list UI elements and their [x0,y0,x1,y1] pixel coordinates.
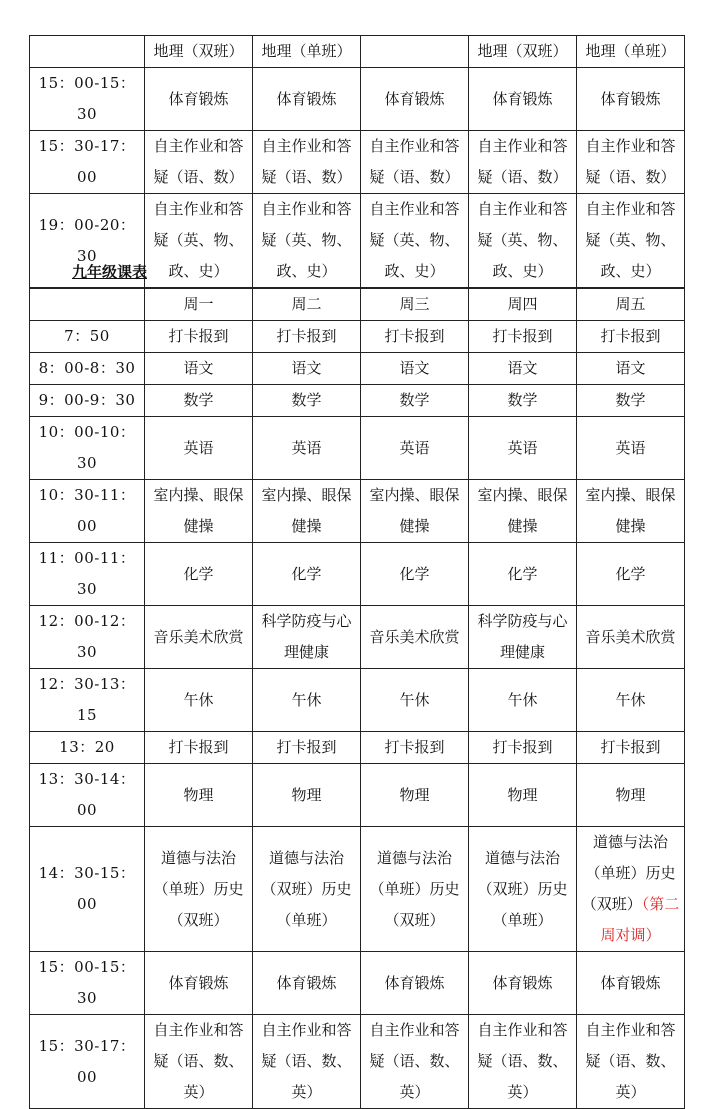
schedule-cell: 自主作业和答疑（语、数、英） [469,1015,577,1109]
schedule-cell: 道德与法治（双班）历史（单班） [469,827,577,952]
schedule-cell: 科学防疫与心理健康 [469,606,577,669]
schedule-cell: 自主作业和答疑（英、物、政、史） [253,194,361,288]
schedule-cell: 室内操、眼保健操 [469,480,577,543]
schedule-cell: 自主作业和答疑（语、数） [469,131,577,194]
schedule-cell: 自主作业和答疑（语、数） [253,131,361,194]
time-cell: 15：00-15：30 [30,68,145,131]
schedule-cell: 科学防疫与心理健康 [253,606,361,669]
table-row [30,68,685,131]
schedule-cell: 英语 [577,417,685,480]
schedule-cell: 英语 [469,417,577,480]
schedule-cell: 化学 [361,543,469,606]
table-row [30,385,685,417]
schedule-cell: 化学 [253,543,361,606]
schedule-cell: 英语 [253,417,361,480]
schedule-cell: 打卡报到 [469,321,577,353]
schedule-cell: 室内操、眼保健操 [145,480,253,543]
schedule-cell: 道德与法治（双班）历史（单班） [253,827,361,952]
schedule-cell: 英语 [145,417,253,480]
schedule-cell: 体育锻炼 [577,68,685,131]
day-header: 周五 [577,289,685,321]
time-cell [30,36,145,68]
schedule-cell: 数学 [253,385,361,417]
table-row [30,36,685,68]
time-cell: 11：00-11：30 [30,543,145,606]
header-corner [30,289,145,321]
schedule-cell: 自主作业和答疑（英、物、政、史） [145,194,253,288]
schedule-cell: 化学 [145,543,253,606]
schedule-cell: 打卡报到 [253,732,361,764]
day-header: 周一 [145,289,253,321]
schedule-cell: 物理 [577,764,685,827]
schedule-cell: 打卡报到 [577,321,685,353]
schedule-cell: 语文 [253,353,361,385]
swap-note: （第二周对调） [600,895,680,944]
time-cell: 19：00-20：30 [30,194,145,288]
schedule-cell: 自主作业和答疑（语、数、英） [577,1015,685,1109]
schedule-cell: 数学 [577,385,685,417]
table-row [30,952,685,1015]
schedule-cell: 数学 [469,385,577,417]
schedule-cell: 自主作业和答疑（语、数） [577,131,685,194]
schedule-cell: 英语 [361,417,469,480]
schedule-cell: 化学 [577,543,685,606]
schedule-cell: 体育锻炼 [145,952,253,1015]
table-row [30,543,685,606]
schedule-cell: 打卡报到 [253,321,361,353]
schedule-cell: 数学 [361,385,469,417]
time-cell: 8：00-8：30 [30,353,145,385]
schedule-cell: 午休 [253,669,361,732]
schedule-cell: 化学 [469,543,577,606]
time-cell: 14：30-15：00 [30,827,145,952]
schedule-cell: 自主作业和答疑（语、数） [361,131,469,194]
cell-text: 道德与法治（单班）历史（双班） [581,833,676,913]
schedule-cell: 物理 [253,764,361,827]
schedule-cell: 自主作业和答疑（语、数、英） [361,1015,469,1109]
schedule-cell: 体育锻炼 [361,68,469,131]
schedule-cell: 打卡报到 [361,321,469,353]
table-row [30,353,685,385]
schedule-cell: 物理 [145,764,253,827]
time-cell: 12：30-13：15 [30,669,145,732]
schedule-cell: 午休 [145,669,253,732]
schedule-cell: 地理（单班） [253,36,361,68]
table-row [30,827,685,952]
time-cell: 10：00-10：30 [30,417,145,480]
schedule-cell: 体育锻炼 [469,952,577,1015]
continued-schedule-table [29,35,685,288]
schedule-cell: 语文 [469,353,577,385]
schedule-cell: 室内操、眼保健操 [253,480,361,543]
schedule-cell: 午休 [577,669,685,732]
table-row [30,606,685,669]
schedule-cell: 语文 [361,353,469,385]
time-cell: 12：00-12：30 [30,606,145,669]
schedule-cell: 自主作业和答疑（英、物、政、史） [469,194,577,288]
schedule-cell: 音乐美术欣赏 [361,606,469,669]
schedule-cell: 道德与法治（单班）历史（双班） [361,827,469,952]
schedule-cell: 体育锻炼 [577,952,685,1015]
time-cell: 15：30-17：00 [30,1015,145,1109]
time-cell: 10：30-11：00 [30,480,145,543]
table-row [30,480,685,543]
schedule-cell: 体育锻炼 [361,952,469,1015]
schedule-cell: 自主作业和答疑（英、物、政、史） [577,194,685,288]
schedule-cell: 打卡报到 [577,732,685,764]
table-row [30,417,685,480]
table-row [30,732,685,764]
schedule-cell: 地理（单班） [577,36,685,68]
day-header: 周四 [469,289,577,321]
schedule-cell: 音乐美术欣赏 [577,606,685,669]
schedule-cell: 自主作业和答疑（英、物、政、史） [361,194,469,288]
grade9-schedule-table [29,288,685,1109]
time-cell: 15：30-17：00 [30,131,145,194]
schedule-cell: 体育锻炼 [253,68,361,131]
schedule-cell [361,36,469,68]
time-cell: 13：20 [30,732,145,764]
schedule-cell: 自主作业和答疑（语、数、英） [145,1015,253,1109]
schedule-cell: 午休 [361,669,469,732]
schedule-cell: 道德与法治（单班）历史（双班） [145,827,253,952]
schedule-cell [577,827,685,952]
schedule-cell: 自主作业和答疑（语、数） [145,131,253,194]
schedule-cell: 体育锻炼 [253,952,361,1015]
schedule-cell: 体育锻炼 [469,68,577,131]
grade9-heading: 九年级课表 [72,263,148,281]
table-row [30,669,685,732]
schedule-cell: 午休 [469,669,577,732]
schedule-cell: 数学 [145,385,253,417]
schedule-cell: 室内操、眼保健操 [577,480,685,543]
schedule-cell: 语文 [145,353,253,385]
schedule-cell: 地理（双班） [145,36,253,68]
schedule-cell: 物理 [469,764,577,827]
header-row [30,289,685,321]
schedule-cell: 自主作业和答疑（语、数、英） [253,1015,361,1109]
time-cell: 9：00-9：30 [30,385,145,417]
time-cell: 7：50 [30,321,145,353]
day-header: 周三 [361,289,469,321]
schedule-cell: 物理 [361,764,469,827]
table-row [30,131,685,194]
table-row [30,764,685,827]
time-cell: 15：00-15：30 [30,952,145,1015]
schedule-cell: 室内操、眼保健操 [361,480,469,543]
time-cell: 13：30-14：00 [30,764,145,827]
schedule-cell: 打卡报到 [145,732,253,764]
schedule-cell: 打卡报到 [361,732,469,764]
schedule-cell: 打卡报到 [145,321,253,353]
schedule-cell: 打卡报到 [469,732,577,764]
table-row [30,321,685,353]
schedule-cell: 音乐美术欣赏 [145,606,253,669]
schedule-cell: 语文 [577,353,685,385]
schedule-cell: 体育锻炼 [145,68,253,131]
day-header: 周二 [253,289,361,321]
table-row [30,1015,685,1109]
schedule-cell: 地理（双班） [469,36,577,68]
